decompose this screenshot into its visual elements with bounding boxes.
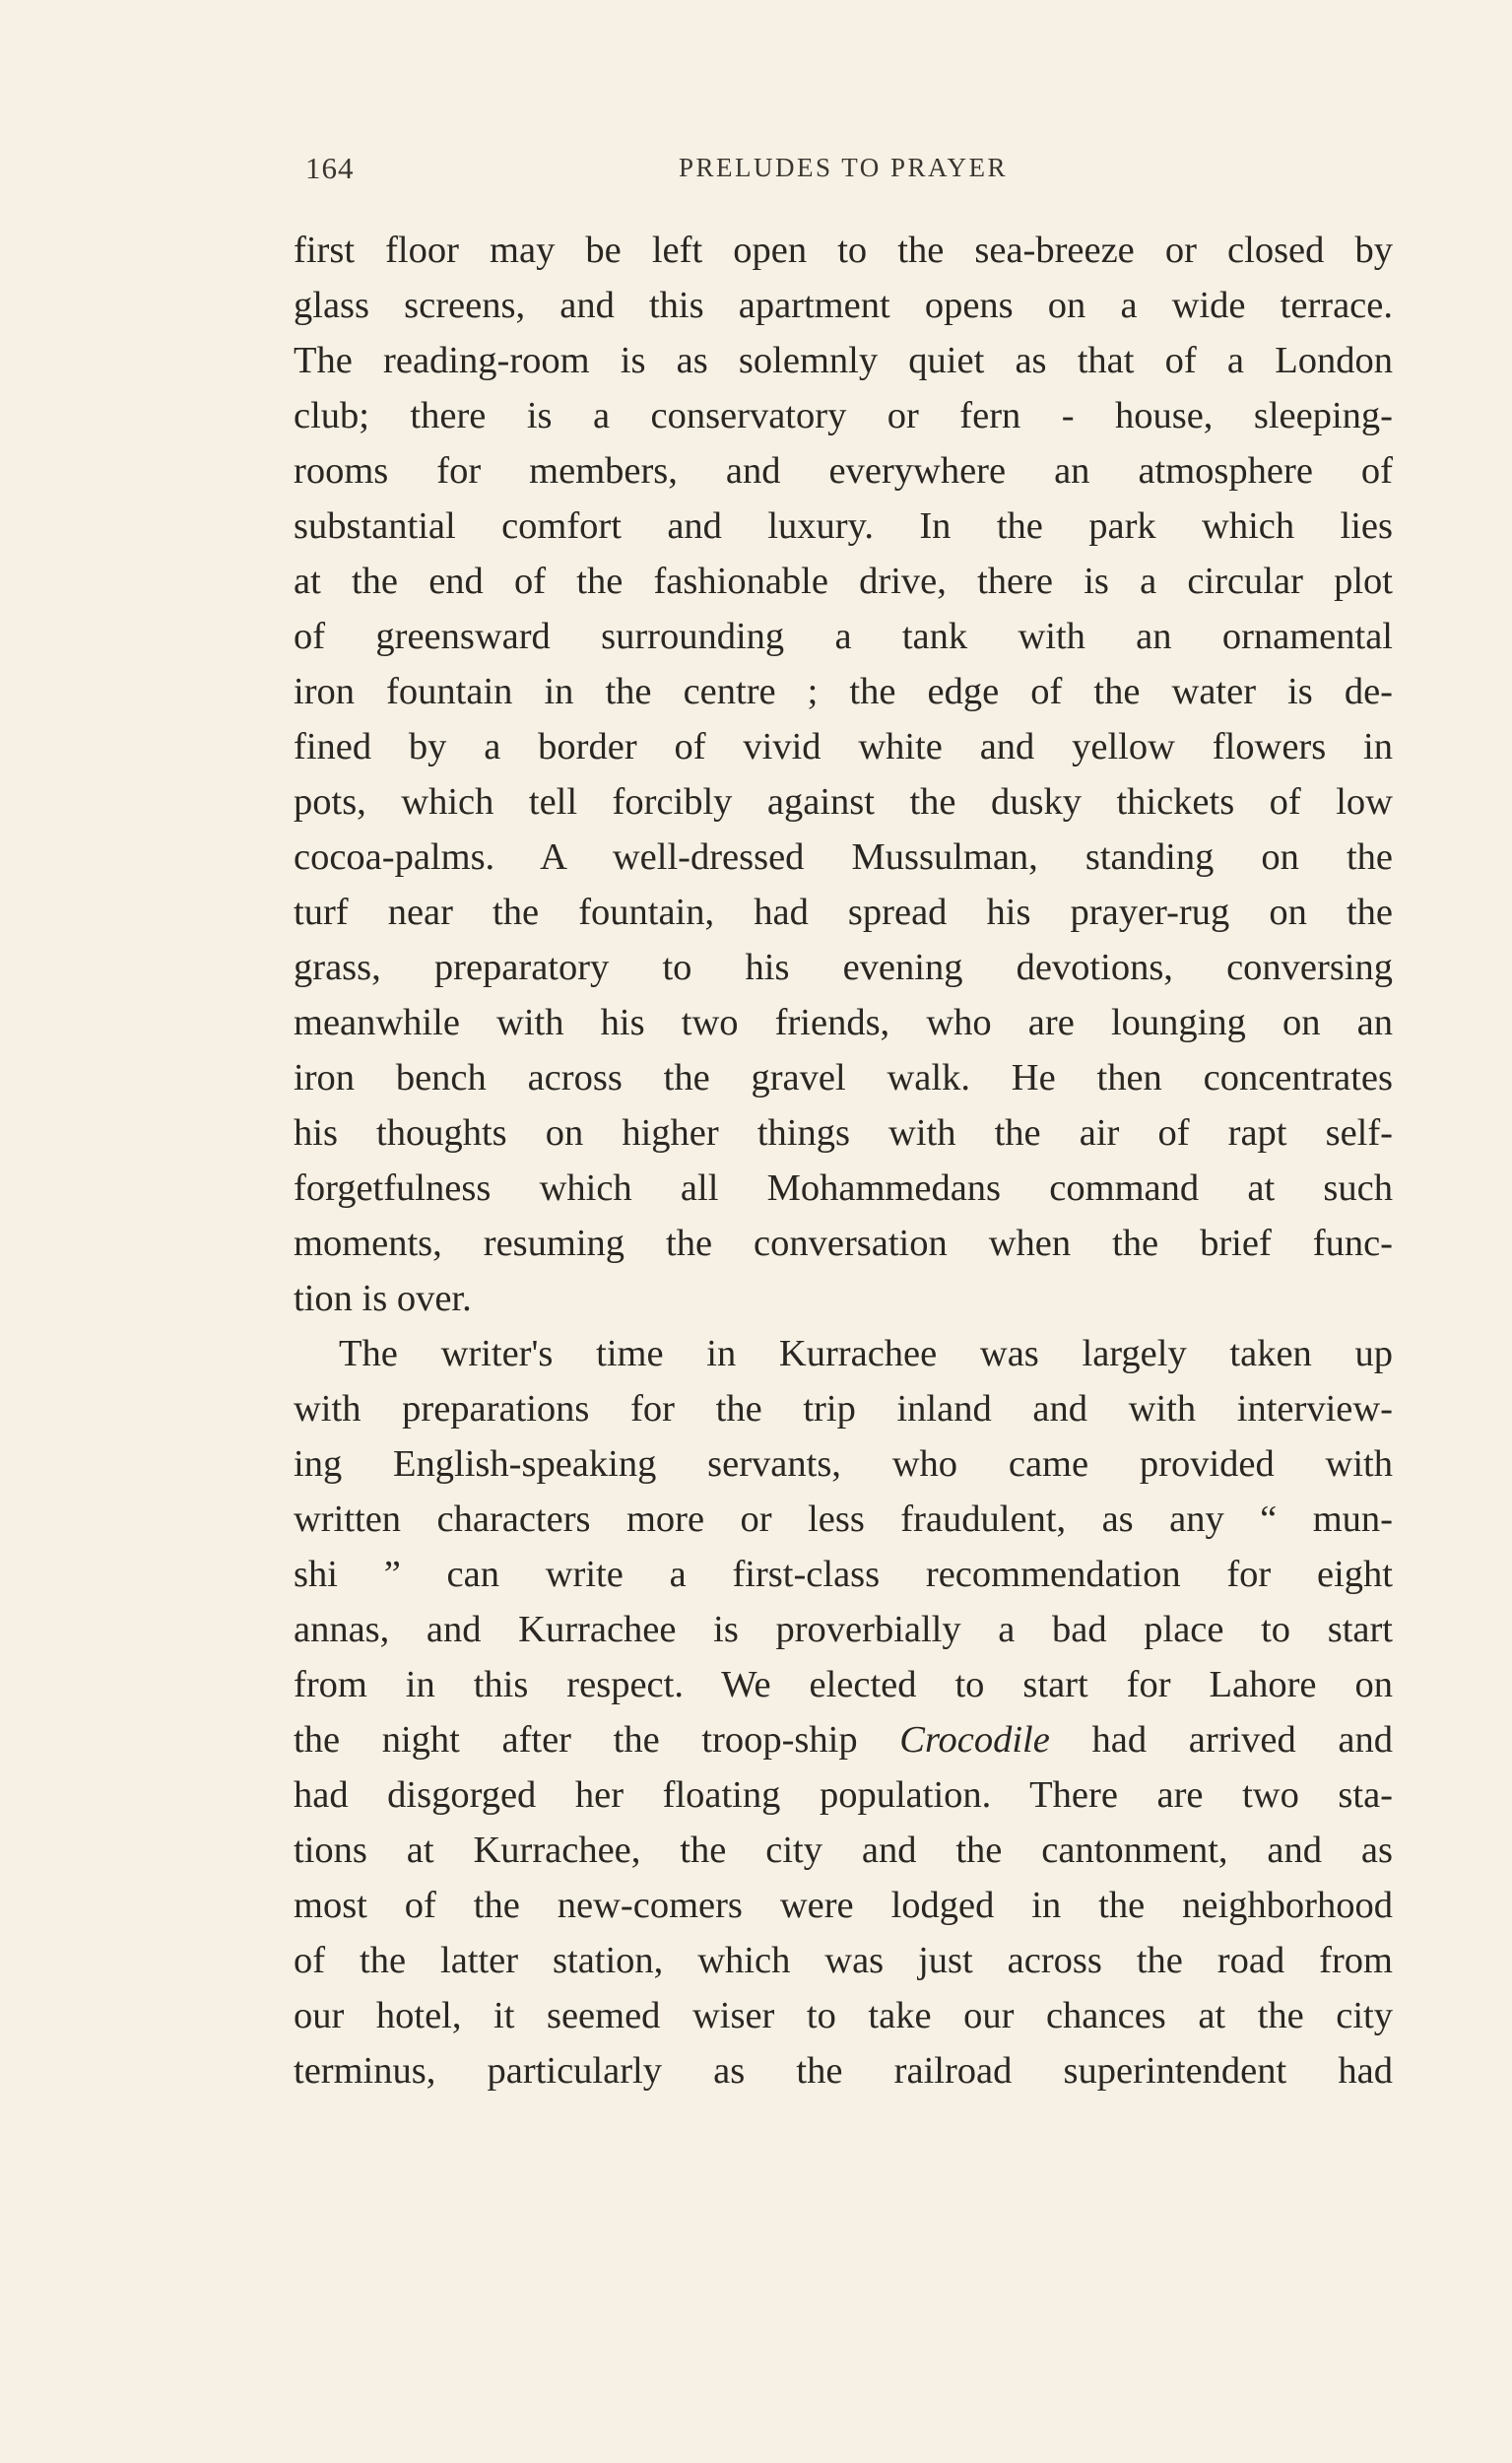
text-line: of greensward surrounding a tank with an ornamental [294,616,1393,657]
text-line: tions at Kurrachee, the city and the cantonment, and as [294,1830,1393,1871]
text-line: shi ” can write a first-class recommendation for eight [294,1554,1393,1595]
text-line: meanwhile with his two friends, who are lounging on an [294,1002,1393,1043]
text-line: glass screens, and this apartment opens on a wide terrace. [294,285,1393,326]
text-line: rooms for members, and everywhere an atmosphere of [294,450,1393,492]
text-line: iron fountain in the centre ; the edge of the water is de- [294,671,1393,712]
text-line: club; there is a conservatory or fern - house, sleeping- [294,395,1393,436]
text-line: ing English-speaking servants, who came provided with [294,1443,1393,1485]
text-line: most of the new-comers were lodged in the neighborhood [294,1885,1393,1926]
text-line: iron bench across the gravel walk. He then concentrates [294,1057,1393,1098]
running-title: PRELUDES TO PRAYER [678,153,1009,182]
text-line: cocoa-palms. A well-dressed Mussulman, standing on the [294,836,1393,878]
text-line: substantial comfort and luxury. In the park which lies [294,505,1393,547]
text-line: moments, resuming the conversation when the brief func- [294,1223,1393,1264]
text-segment: had arrived and [1091,1719,1393,1761]
text-line: forgetfulness which all Mohammedans command at such [294,1167,1393,1209]
text-line: turf near the fountain, had spread his prayer-rug on the [294,892,1393,933]
text-line: terminus, particularly as the railroad superintendent had [294,2050,1393,2092]
text-line: annas, and Kurrachee is proverbially a bad place to start [294,1609,1393,1650]
text-line: written characters more or less fraudulent, as any “ mun- [294,1498,1393,1540]
text-line-with-italic [294,1712,1393,1767]
text-line: The reading-room is as solemnly quiet as that of a London [294,340,1393,381]
text-line: his thoughts on higher things with the air of rapt self- [294,1112,1393,1154]
text-line: fined by a border of vivid white and yellow flowers in [294,726,1393,767]
text-line: at the end of the fashionable drive, there is a circular plot [294,561,1393,602]
ship-name: Crocodile [899,1719,1050,1761]
text-line: with preparations for the trip inland and with interview- [294,1388,1393,1430]
text-line: had disgorged her floating population. There are two sta- [294,1774,1393,1816]
text-line: grass, preparatory to his evening devotions, conversing [294,947,1393,988]
text-line: first floor may be left open to the sea-breeze or closed by [294,230,1393,271]
text-line: our hotel, it seemed wiser to take our chances at the city [294,1995,1393,2036]
text-line: from in this respect. We elected to start for Lahore on [294,1664,1393,1705]
body-text [294,223,1393,2098]
running-head [296,151,1391,190]
text-segment: the night after the troop-ship [294,1719,858,1761]
text-line: of the latter station, which was just across the road from [294,1940,1393,1981]
text-line: tion is over. [294,1278,472,1319]
text-line: The writer's time in Kurrachee was largely taken up [339,1333,1393,1374]
text-line: pots, which tell forcibly against the dusky thickets of low [294,781,1393,823]
page-number: 164 [305,151,355,185]
